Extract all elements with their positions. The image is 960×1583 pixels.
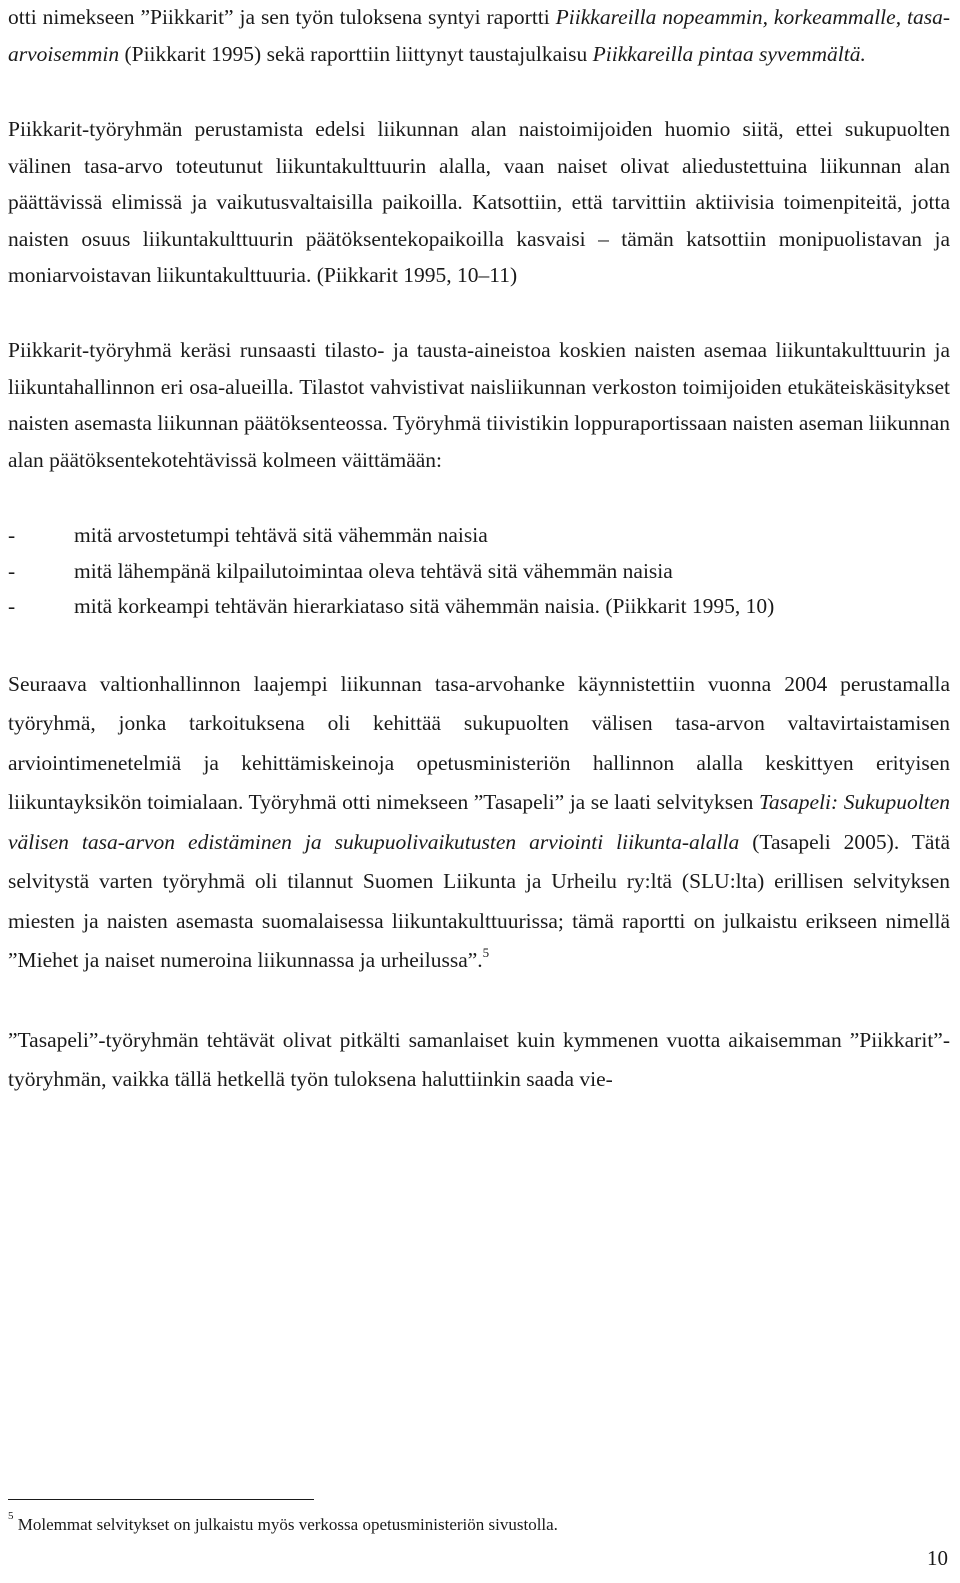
publication-title: Piikkareilla pintaa syvemmältä.	[592, 42, 866, 66]
footnote-reference: 5	[482, 945, 490, 961]
list-dash: -	[8, 594, 16, 619]
footnote-marker: 5	[8, 1510, 14, 1523]
list-item	[8, 518, 950, 554]
text-run: (Tasapeli 2005). Tätä selvitystä varten työryhmä oli tilannut Suomen Liikunta ja Urheilu ry:ltä (SLU:lta) erillisen selvityksen miesten ja naisten asemasta suomalaisessa liikuntakulttuurissa; tämä raportti on julkaistu erikseen nimellä ”Miehet ja naiset numeroina liikunnassa ja urheilussa”.	[8, 829, 950, 973]
paragraph-tasapeli	[8, 665, 950, 981]
claims-list	[8, 518, 950, 625]
list-item	[8, 589, 950, 625]
list-item	[8, 554, 950, 590]
footnote-text: Molemmat selvitykset on julkaistu myös verkossa opetusministeriön sivustolla.	[13, 1515, 558, 1534]
text-run: Seuraava valtionhallinnon laajempi liikunnan tasa-arvohanke käynnistettiin vuonna 2004 perustamalla työryhmä, jonka tarkoituksena oli kehittää sukupuolten välisen tasa-arvon valtavirtaistamisen arviointimenetelmiä ja kehittämiskeinoja opetusministeriön hallinnon alalla keskittyen erityisen liikuntayksikön toimialaan. Työryhmä otti nimekseen ”Tasapeli” ja se laati selvityksen	[8, 671, 950, 815]
footnote	[8, 1510, 908, 1536]
page-number: 10	[927, 1546, 948, 1570]
text-run: (Piikkarit 1995) sekä raporttiin liittynyt taustajulkaisu	[119, 42, 593, 66]
paragraph-comparison: ”Tasapeli”-työryhmän tehtävät olivat pitkälti samanlaiset kuin kymmenen vuotta aikaisemman ”Piikkarit”-työryhmän, vaikka tällä hetkellä työn tuloksena haluttiinkin saada vie-	[8, 1027, 950, 1092]
list-item-text: mitä korkeampi tehtävän hierarkiataso sitä vähemmän naisia. (Piikkarit 1995, 10)	[74, 594, 775, 619]
paragraph-intro	[8, 0, 950, 73]
list-dash: -	[8, 523, 16, 548]
footnote-divider	[8, 1499, 314, 1500]
list-item-text: mitä arvostetumpi tehtävä sitä vähemmän naisia	[74, 523, 488, 548]
text-run: otti nimekseen ”Piikkarit” ja sen työn tuloksena syntyi raportti	[8, 5, 556, 29]
selvitys-title: Tasapeli: Sukupuolten välisen tasa-arvon edistäminen ja sukupuolivaikutusten arviointi liikunta-alalla	[8, 790, 950, 854]
report-title: Piikkareilla nopeammin, korkeammalle, tasa-arvoisemmin	[8, 5, 950, 66]
paragraph-statistics: Piikkarit-työryhmä keräsi runsaasti tilasto- ja tausta-aineistoa koskien naisten asemaa liikuntakulttuurin ja liikuntahallinnon eri osa-alueilla. Tilastot vahvistivat naisliikunnan verkoston toimijoiden etukäteiskäsitykset naisten asemasta liikunnan päätöksenteossa. Työryhmä tiivistikin loppuraportissaan naisten aseman liikunnan alan päätöksentekotehtävissä kolmeen väittämään:	[8, 337, 950, 472]
paragraph-background: Piikkarit-työryhmän perustamista edelsi liikunnan alan naistoimijoiden huomio siitä, ettei sukupuolten välinen tasa-arvo toteutunut liikuntakulttuurin alalla, vaan naiset olivat aliedustettuina liikunnan alan päättävissä elimissä ja vaikutusvaltaisilla paikoilla. Katsottiin, että tarvittiin aktiivisia toimenpiteitä, jotta naisten osuus liikuntakulttuurin päätöksentekopaikoilla kasvaisi – tämän katsottiin monipuolistavan ja moniarvoistavan liikuntakulttuuria. (Piikkarit 1995, 10–11)	[8, 117, 950, 288]
list-item-text: mitä lähempänä kilpailutoimintaa oleva tehtävä sitä vähemmän naisia	[74, 558, 673, 583]
document-page	[8, 0, 950, 1100]
list-dash: -	[8, 558, 16, 583]
